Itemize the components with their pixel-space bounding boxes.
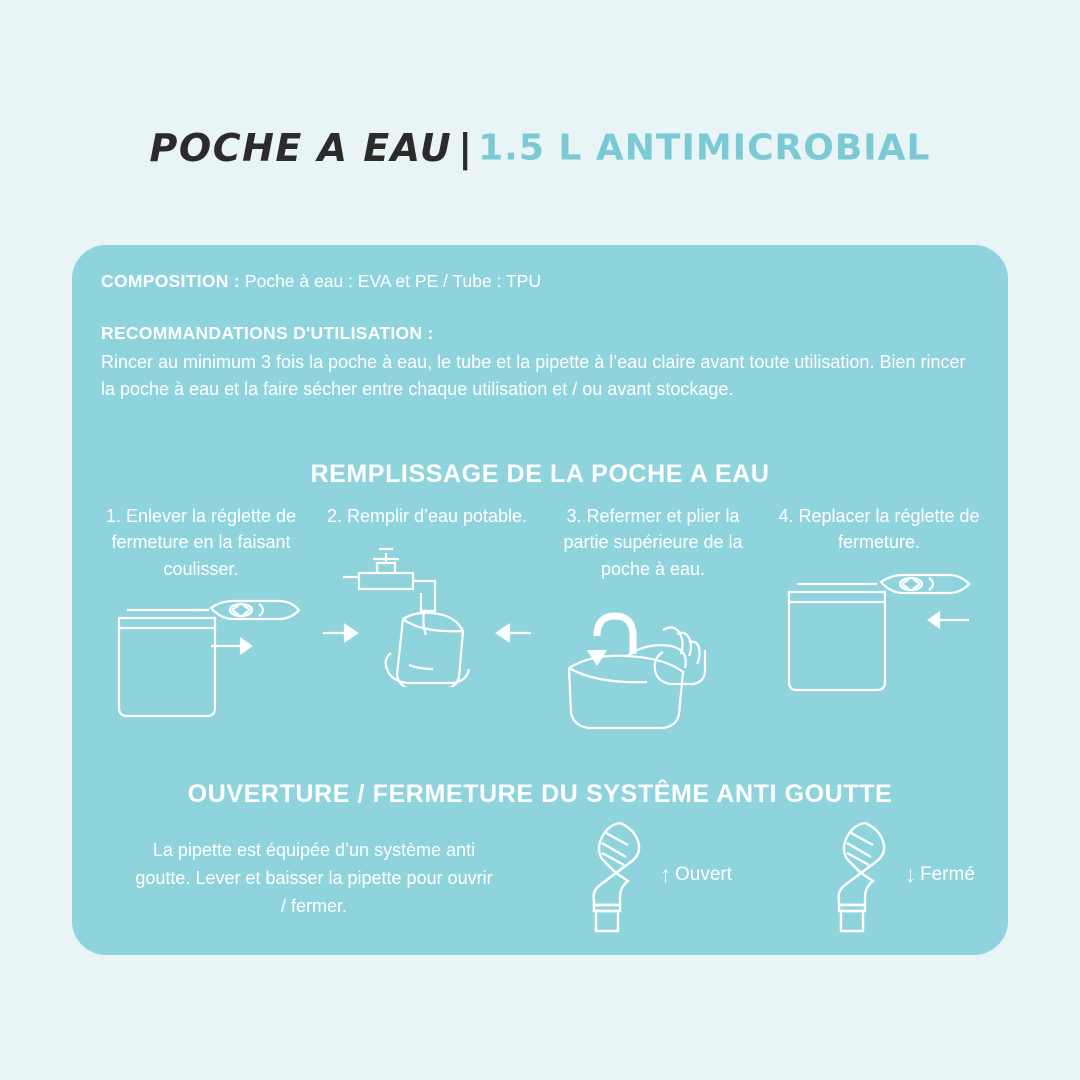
step-4-illustration: [768, 564, 990, 714]
valve-section: [72, 825, 1008, 945]
step-3-illustration: [542, 590, 764, 740]
step-3: [542, 503, 764, 740]
faucet-filling-bag-icon: [317, 537, 537, 687]
composition-value: Poche à eau : EVA et PE / Tube : TPU: [244, 271, 541, 291]
step-3-text: 3. Refermer et plier la partie supérieure de la poche à eau.: [563, 506, 743, 579]
step-1-illustration: [90, 590, 312, 740]
valve-state-open: [562, 815, 732, 935]
step-2-text: 2. Remplir d’eau potable.: [326, 506, 528, 526]
valve-closed-arrow: ↓: [905, 862, 916, 887]
step-1: [90, 503, 312, 740]
composition-line: [101, 269, 541, 294]
filling-steps: [90, 503, 990, 740]
step-1-text: 1. Enlever la réglette de fermeture en la faisant coulisser.: [105, 506, 297, 579]
title-separator: |: [458, 126, 473, 170]
bite-valve-closed-icon: [807, 815, 903, 935]
step-2: [316, 503, 538, 740]
recommendations-body: Rincer au minimum 3 fois la poche à eau, le tube et la pipette à l’eau claire avant toute utilisation. Bien rincer la poche à eau et la faire sécher entre chaque utilisation et / ou avant stockage.: [101, 352, 966, 400]
page-title: [0, 126, 1080, 170]
valve-closed-label: Fermé: [920, 864, 975, 885]
valve-description: La pipette est équipée d’un système anti goutte. Lever et baisser la pipette pour ouvrir / fermer.: [135, 840, 493, 916]
title-variant: 1.5 L ANTIMICROBIAL: [478, 127, 931, 169]
valve-state-closed: [807, 815, 975, 935]
fold-bag-top-icon: [543, 590, 763, 740]
step-2-illustration: [316, 537, 538, 687]
bite-valve-open-icon: [562, 815, 658, 935]
water-bag-open-slider-icon: [91, 590, 311, 730]
recommendations-label: RECOMMANDATIONS D'UTILISATION :: [101, 323, 434, 343]
title-product-name: POCHE A EAU: [149, 126, 453, 170]
recommendations-block: [101, 323, 979, 404]
valve-open-arrow: ↑: [660, 862, 671, 887]
valve-open-label: Ouvert: [675, 864, 733, 885]
step-4: [768, 503, 990, 740]
info-card: [72, 245, 1008, 955]
valve-section-title: OUVERTURE / FERMETURE DU SYSTÊME ANTI GOUTTE: [187, 780, 893, 808]
water-bag-close-slider-icon: [769, 564, 989, 704]
step-4-text: 4. Replacer la réglette de fermeture.: [778, 506, 980, 553]
composition-label: COMPOSITION :: [101, 271, 241, 291]
filling-section-title: REMPLISSAGE DE LA POCHE A EAU: [310, 460, 770, 488]
